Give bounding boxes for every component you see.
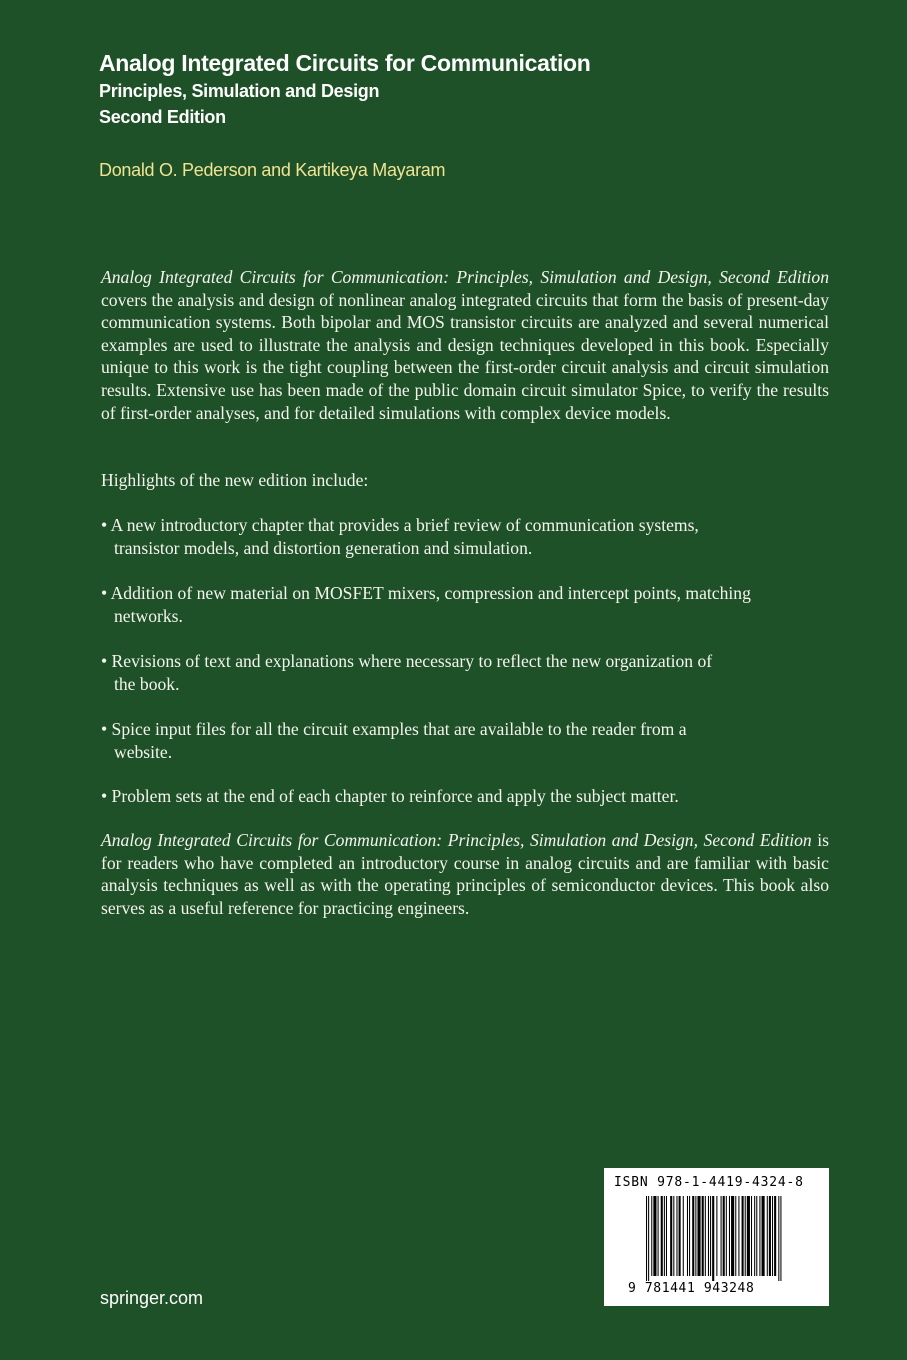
barcode-bar: [778, 1196, 779, 1281]
barcode-bar: [751, 1196, 752, 1276]
barcode-bar: [721, 1196, 722, 1276]
highlight-continuation: website.: [114, 741, 173, 762]
barcode-bar: [723, 1196, 725, 1276]
highlight-line: • Addition of new material on MOSFET mixers, compression and intercept points, matching: [101, 583, 751, 603]
outro-title-italic: Analog Integrated Circuits for Communication: Principles, Simulation and Design, Second Edition: [101, 830, 812, 850]
highlight-item: [101, 514, 831, 559]
barcode-bar: [774, 1196, 776, 1276]
barcode-bar: [710, 1196, 711, 1276]
barcode-bar: [747, 1196, 750, 1276]
isbn-barcode: [604, 1168, 829, 1306]
intro-paragraph: [101, 266, 829, 424]
barcode-bar: [679, 1196, 681, 1276]
barcode-bar: [651, 1196, 652, 1276]
barcode-bar: [780, 1196, 781, 1281]
outro-text: is for readers who have completed an introductory course in analog circuits and are familiar with basic analysis techniques as well as with the operating principles of semiconductor devices. This book also serves as a useful reference for practicing engineers.: [101, 830, 829, 918]
barcode-bar: [708, 1196, 709, 1276]
barcode-bar: [648, 1196, 649, 1281]
barcode-bar: [745, 1196, 746, 1276]
barcode-bar: [697, 1196, 700, 1276]
barcode-bar: [712, 1196, 714, 1281]
intro-title-italic: Analog Integrated Circuits for Communication: Principles, Simulation and Design, Second Edition: [101, 267, 829, 287]
barcode-digits: 9 781441 943248: [628, 1281, 755, 1296]
book-edition: Second Edition: [99, 107, 226, 127]
book-title: Analog Integrated Circuits for Communication: [99, 50, 591, 76]
barcode-bar: [762, 1196, 765, 1276]
barcode-bar: [653, 1196, 656, 1276]
barcode-bar: [658, 1196, 659, 1276]
barcode-bar: [692, 1196, 694, 1276]
highlights-heading: Highlights of the new edition include:: [101, 470, 369, 490]
barcode-bar: [769, 1196, 771, 1276]
barcode-bar: [726, 1196, 727, 1276]
highlight-line: • Revisions of text and explanations where necessary to reflect the new organization of: [101, 651, 713, 671]
barcode-bar: [666, 1196, 667, 1276]
highlight-item: [101, 785, 831, 808]
barcode-bar: [683, 1196, 684, 1276]
barcode-bar: [673, 1196, 674, 1276]
barcode-bar: [731, 1196, 734, 1276]
book-subtitle: Principles, Simulation and Design: [99, 81, 380, 101]
barcode-bars: [646, 1196, 816, 1281]
highlight-line: • A new introductory chapter that provides a brief review of communication systems,: [101, 515, 699, 535]
highlight-continuation: transistor models, and distortion generation and simulation.: [114, 537, 533, 558]
barcode-bar: [670, 1196, 672, 1276]
barcode-bar: [695, 1196, 696, 1276]
barcode-bar: [689, 1196, 690, 1276]
highlight-line: • Problem sets at the end of each chapter to reinforce and apply the subject matter.: [101, 786, 679, 806]
barcode-bar: [738, 1196, 739, 1276]
barcode-bar: [646, 1196, 647, 1281]
highlight-line: • Spice input files for all the circuit examples that are available to the reader from a: [101, 719, 687, 739]
highlight-item: [101, 718, 831, 763]
barcode-bar: [754, 1196, 755, 1276]
highlight-item: [101, 650, 831, 695]
barcode-bar: [756, 1196, 757, 1276]
barcode-bar: [742, 1196, 744, 1276]
barcode-bar: [705, 1196, 706, 1276]
barcode-bar: [664, 1196, 665, 1276]
intro-text: covers the analysis and design of nonlinear analog integrated circuits that form the basis of present-day communication systems. Both bipolar and MOS transistor circuits are analyzed and several numerical examples are used to illustrate the analysis and design techniques developed in this book. Especially unique to this work is the tight coupling between the first-order circuit analysis and circuit simulation results. Extensive use has been made of the public domain circuit simulator Spice, to verify the results of first-order analyses, and for detailed simulations with complex device models.: [101, 289, 829, 423]
book-authors: Donald O. Pederson and Kartikeya Mayaram: [99, 160, 446, 180]
outro-paragraph: [101, 829, 829, 919]
barcode-bar: [772, 1196, 773, 1276]
barcode-bar: [735, 1196, 736, 1276]
barcode-bar: [661, 1196, 663, 1276]
highlight-continuation: networks.: [114, 605, 183, 626]
barcode-bar: [729, 1196, 730, 1276]
barcode-bar: [687, 1196, 688, 1276]
highlight-continuation: the book.: [114, 673, 180, 694]
barcode-bar: [702, 1196, 704, 1276]
barcode-bar: [767, 1196, 768, 1276]
highlight-item: [101, 582, 831, 627]
publisher-website: springer.com: [100, 1288, 204, 1308]
barcode-bar: [676, 1196, 677, 1276]
barcode-bar: [716, 1196, 717, 1276]
barcode-bar: [759, 1196, 760, 1276]
isbn-label: ISBN 978-1-4419-4324-8: [614, 1175, 804, 1190]
